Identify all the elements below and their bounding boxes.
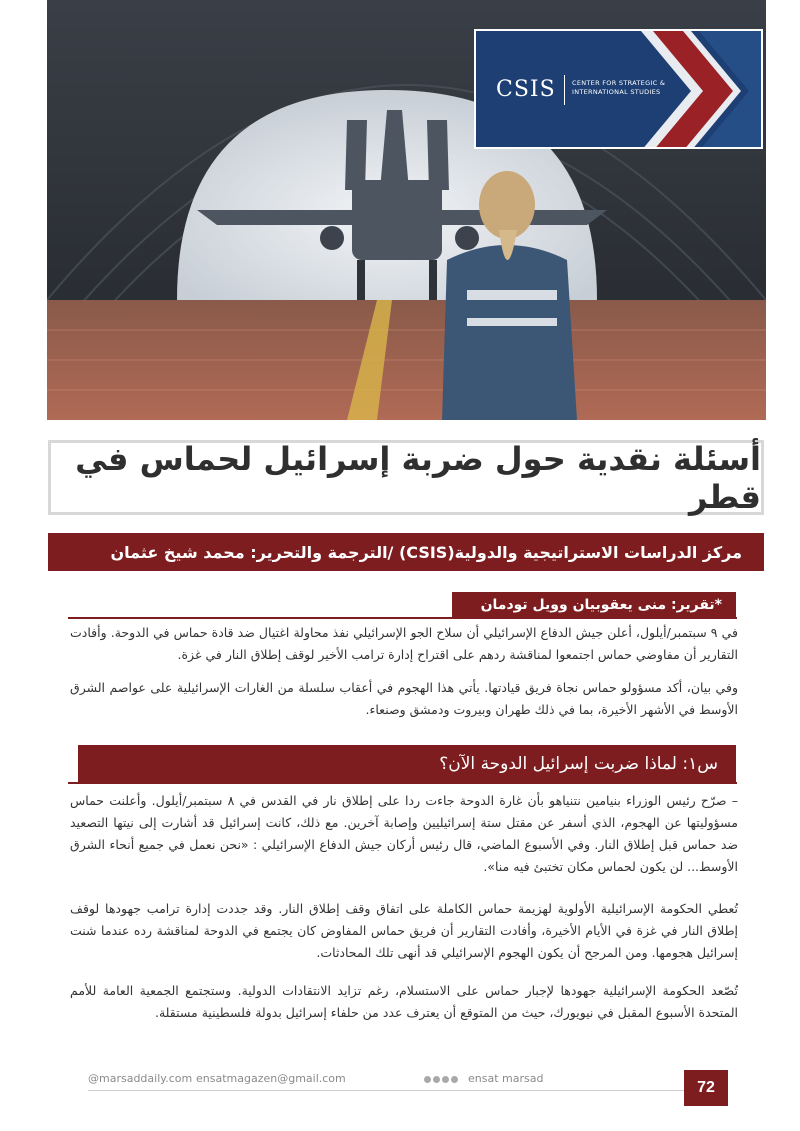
page-number: 72: [697, 1079, 715, 1096]
byline-text: مركز الدراسات الاستراتيجية والدولية(CSIS) /الترجمة والتحرير: محمد شيخ عثمان: [110, 542, 742, 562]
youtube-icon[interactable]: [451, 1076, 458, 1083]
facebook-icon[interactable]: [424, 1076, 431, 1083]
page-number-badge: [684, 1070, 728, 1106]
footer-website[interactable]: @marsaddaily.com: [88, 1072, 193, 1085]
footer-brand: ensat marsad: [468, 1072, 544, 1085]
article-title: أسئلة نقدية حول ضربة إسرائيل لحماس في قطر: [75, 439, 761, 516]
twitter-icon[interactable]: [433, 1076, 440, 1083]
divider-line: [68, 782, 737, 784]
csis-logo: CSIS: [496, 77, 556, 102]
section-heading-text: س١: لماذا ضربت إسرائيل الدوحة الآن؟: [439, 754, 718, 774]
intro-paragraph-2: وفي بيان، أكد مسؤولو حماس نجاة فريق قيادتها. يأتي هذا الهجوم في أعقاب سلسلة من الغارات الإسرائيلية على عواصم الشرق الأوسط في الأشهر الأخيرة، بما في ذلك طهران وبيروت ودمشق وصنعاء.: [70, 680, 738, 717]
page-footer: [88, 1072, 684, 1090]
body-paragraph-1: – صرّح رئيس الوزراء بنيامين نتنياهو بأن غارة الدوحة جاءت ردا على إطلاق نار في القدس في ٨ سبتمبر/أيلول. وأعلنت حماس مسؤوليتها عن الهجوم، الذي أسفر عن مقتل ستة إسرائيليين وإصابة آخرين. مع ذلك، كانت إسرائيل قد أشارت إلى نيتها التصعيد ضد حماس قبل إطلاق النار. وفي الأسبوع الماضي، قال رئيس أركان جيش الدفاع الإسرائيلي : «نحن نعمل في جميع أنحاء الشرق الأوسط... لن يكون لحماس مكان تختبئ فيه منا».: [70, 793, 738, 874]
title-box: [48, 440, 764, 515]
instagram-icon[interactable]: [442, 1076, 449, 1083]
csis-subtitle: [572, 79, 672, 97]
body-paragraph-3: تُصّعد الحكومة الإسرائيلية جهودها لإجبار حماس على الاستسلام، رغم تزايد الانتقادات الدولية. وستجتمع الجمعية العامة للأمم المتحدة الأسبوع المقبل في نيويورك، حيث من المتوقع أن يعترف عدد من حلفاء إسرائيل بدولة فلسطينية مستقلة.: [70, 983, 738, 1020]
csis-subtitle-line1: CENTER FOR STRATEGIC &: [572, 79, 666, 87]
csis-subtitle-line2: INTERNATIONAL STUDIES: [572, 88, 661, 96]
logo-divider: [564, 75, 565, 105]
body-paragraph-2: تُعطي الحكومة الإسرائيلية الأولوية لهزيمة حماس الكاملة على اتفاق وقف إطلاق النار. وقد جددت إدارة ترامب جهودها لوقف إطلاق النار في غزة في الأيام الأخيرة، وأفادت التقارير أن فريق حماس المفاوض كان يجتمع في الدوحة لمناقشة رده عندما شنت إسرائيل هجومها. ومن المرجح أن يكون الهجوم الإسرائيلي قد أنهى تلك المحادثات.: [70, 901, 738, 960]
section-heading: [78, 745, 736, 783]
csis-banner: [474, 29, 763, 149]
intro-paragraph-1: في ٩ سبتمبر/أيلول، أعلن جيش الدفاع الإسرائيلي أن سلاح الجو الإسرائيلي نفذ محاولة اغتيال ضد قادة حماس في الدوحة. وأفادت التقارير أن مفاوضي حماس اجتمعوا لمناقشة ردهم على اقتراح إدارة ترامب الأخير لوقف إطلاق النار في غزة.: [70, 625, 738, 662]
report-author-text: *تقرير: منى يعقوبيان وويل تودمان: [480, 597, 722, 613]
footer-email[interactable]: ensatmagazen@gmail.com: [196, 1072, 346, 1085]
social-icons: [424, 1072, 458, 1083]
footer-divider: [88, 1090, 684, 1091]
report-author-tag: [452, 592, 736, 618]
byline-bar: [48, 533, 764, 571]
divider-line: [68, 617, 737, 619]
